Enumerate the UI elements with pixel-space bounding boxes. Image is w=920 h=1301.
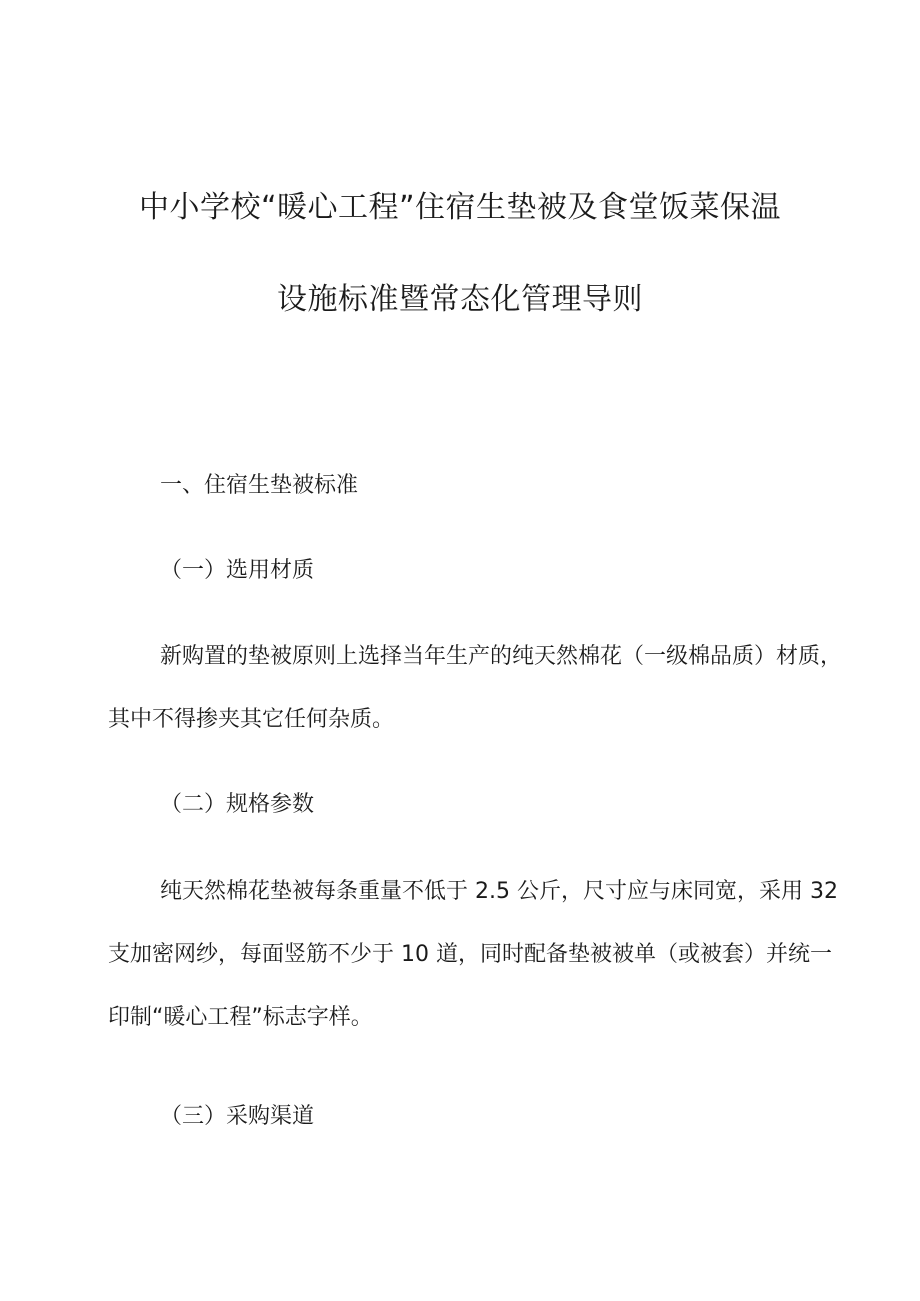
- subsection-1-paragraph-line-1: 新购置的垫被原则上选择当年生产的纯天然棉花（一级棉品质）材质，: [160, 644, 843, 669]
- subsection-2-heading: （二）规格参数: [160, 792, 315, 817]
- document-title-line-1: 中小学校“暖心工程”住宿生垫被及食堂饭菜保温: [138, 190, 782, 225]
- subsection-2-paragraph-line-3: 印制“暖心工程”标志字样。: [108, 1005, 373, 1030]
- subsection-1-heading: （一）选用材质: [160, 558, 315, 583]
- document-title-line-2: 设施标准暨常态化管理导则: [277, 282, 643, 317]
- subsection-2-paragraph-line-2: 支加密网纱，每面竖筋不少于 10 道，同时配备垫被被单（或被套）并统一: [108, 942, 832, 967]
- subsection-2-paragraph-line-1: 纯天然棉花垫被每条重量不低于 2.5 公斤，尺寸应与床同宽，采用 32: [160, 879, 838, 904]
- section-1-heading: 一、住宿生垫被标准: [160, 473, 359, 498]
- subsection-3-heading: （三）采购渠道: [160, 1104, 315, 1129]
- subsection-1-paragraph-line-2: 其中不得掺夹其它任何杂质。: [108, 707, 395, 732]
